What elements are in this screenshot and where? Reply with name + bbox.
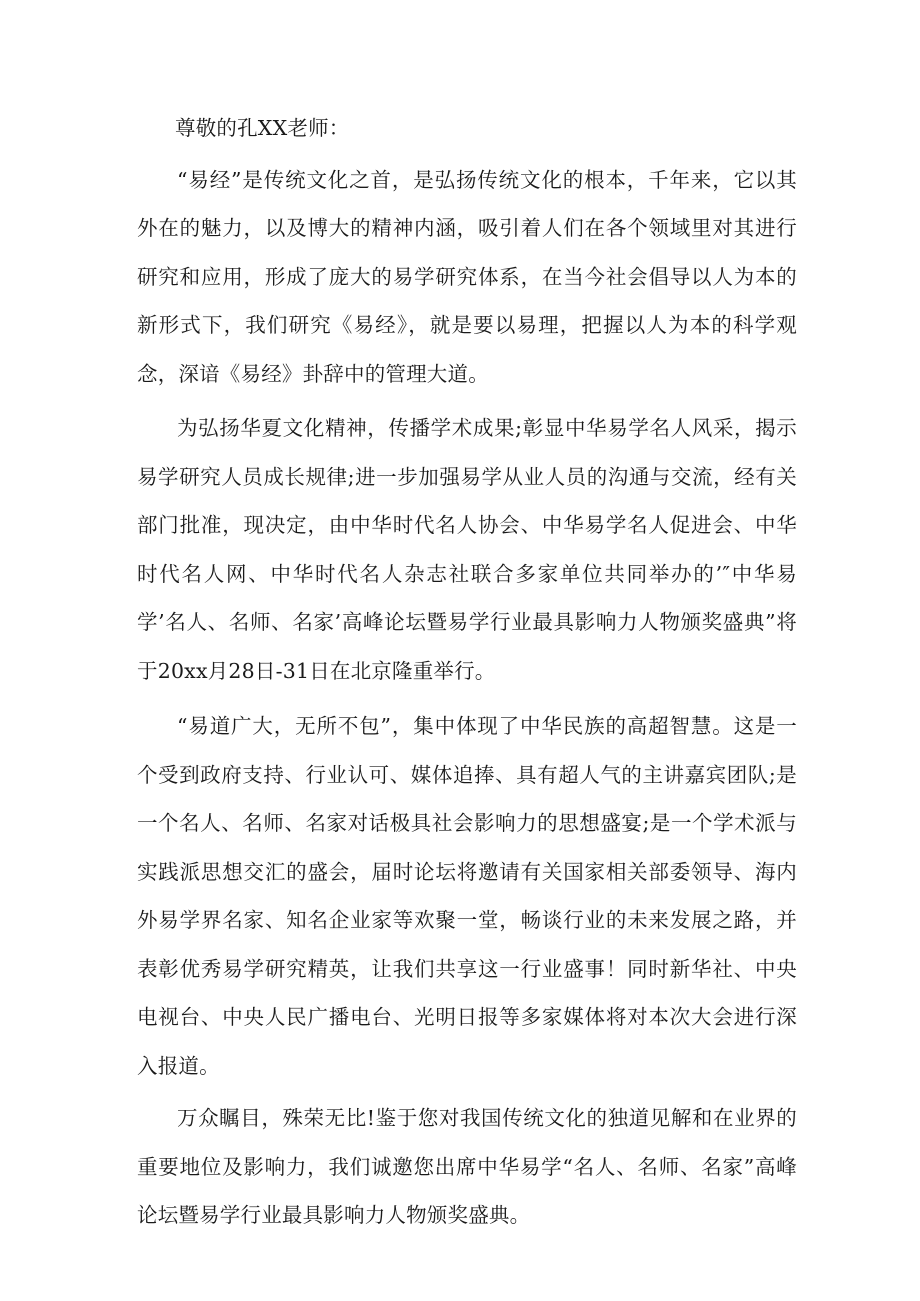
paragraph-4: 万众瞩目，殊荣无比!鉴于您对我国传统文化的独道见解和在业界的重要地位及影响力，我们诚邀您出席中华易学“名人、名师、名家”高峰论坛暨易学行业最具影响力人物颁奖盛典。 (137, 1106, 797, 1227)
paragraph-2: 为弘扬华夏文化精神，传播学术成果;彰显中华易学名人风采，揭示易学研究人员成长规律;进一步加强易学从业人员的沟通与交流，经有关部门批准，现决定，由中华时代名人协会、中华易学名人促进会、中华时代名人网、中华时代名人杂志社联合多家单位共同举办的’″中华易学’名人、名师、名家’高峰论坛暨易学行业最具影响力人物颁奖盛典”将于20xx月28日-31日在北京隆重举行。 (137, 416, 797, 683)
paragraph-3: “易道广大，无所不包”，集中体现了中华民族的高超智慧。这是一个受到政府支持、行业认可、媒体追捧、具有超人气的主讲嘉宾团队;是一个名人、名师、名家对话极具社会影响力的思想盛宴;是一个学术派与实践派思想交汇的盛会，届时论坛将邀请有关国家相关部委领导、海内外易学界名家、知名企业家等欢聚一堂，畅谈行业的未来发展之路，并表彰优秀易学研究精英，让我们共享这一行业盛事！同时新华社、中央电视台、中央人民广播电台、光明日报等多家媒体将对本次大会进行深入报道。 (137, 714, 797, 1078)
letter-body (137, 104, 797, 1240)
salutation: 尊敬的孔XX老师： (175, 116, 350, 140)
paragraph-1: “易经”是传统文化之首，是弘扬传统文化的根本，千年来，它以其外在的魅力，以及博大的精神内涵，吸引着人们在各个领域里对其进行研究和应用，形成了庞大的易学研究体系，在当今社会倡导以人为本的新形式下，我们研究《易经》，就是要以易理，把握以人为本的科学观念，深谙《易经》卦辞中的管理大道。 (137, 167, 797, 386)
